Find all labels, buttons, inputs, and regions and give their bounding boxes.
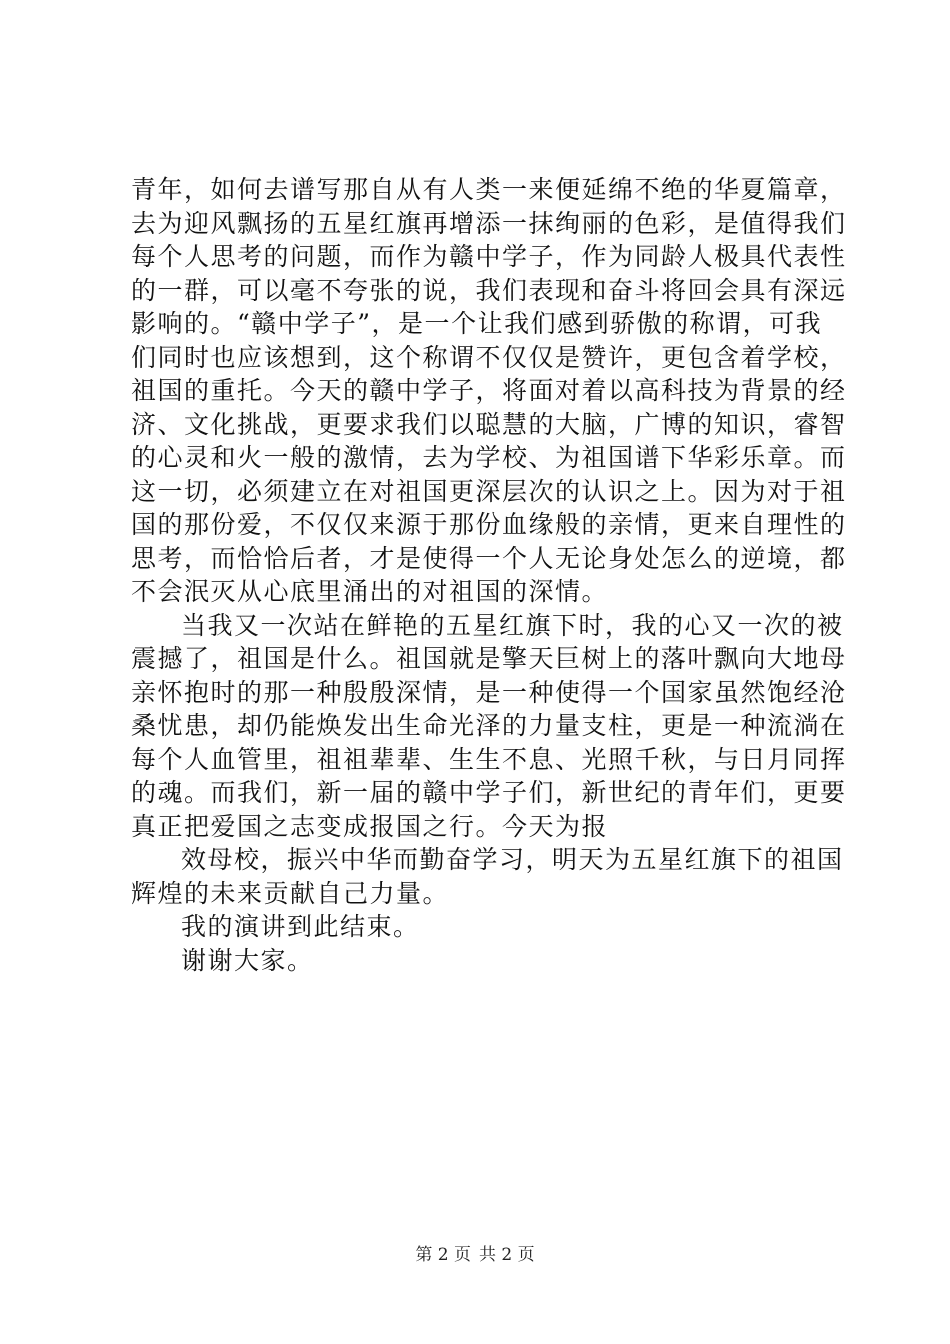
text-line: 影响的。“赣中学子”，是一个让我们感到骄傲的称谓，可我 [131,309,823,338]
text-line: 的魂。而我们，新一届的赣中学子们，新世纪的青年们，更要 [131,778,847,807]
text-line: 青年，如何去谱写那自从有人类一来便延绵不绝的华夏篇章， [131,175,847,204]
speech-body [131,173,847,977]
text-line: 的心灵和火一般的激情，去为学校、为祖国谱下华彩乐章。而 [131,443,847,472]
text-line: 辉煌的未来贡献自己力量。 [131,878,450,908]
text-line: 们同时也应该想到，这个称谓不仅仅是赞许，更包含着学校， [131,342,847,372]
text-line: 效母校，振兴中华而勤奋学习，明天为五星红旗下的祖国 [181,845,844,874]
text-line: 亲怀抱时的那一种殷殷深情，是一种使得一个国家虽然饱经沧 [131,677,847,707]
text-line: 济、文化挑战，更要求我们以聪慧的大脑，广博的知识，睿智 [131,409,847,439]
page-total: 共 2 页 [479,1245,535,1265]
text-line: 每个人思考的问题，而作为赣中学子，作为同龄人极具代表性 [131,242,847,271]
page-footer [0,1244,950,1266]
text-line: 思考，而恰恰后者，才是使得一个人无论身处怎么的逆境，都 [131,543,847,573]
text-line: 每个人血管里，祖祖辈辈、生生不息、光照千秋，与日月同挥 [131,744,847,774]
text-line: 国的那份爱，不仅仅来源于那份血缘般的亲情，更来自理性的 [131,510,847,539]
text-line: 的一群，可以毫不夸张的说，我们表现和奋斗将回会具有深远 [131,275,847,305]
text-line: 当我又一次站在鲜艳的五星红旗下时，我的心又一次的被 [181,610,844,640]
text-line: 震撼了，祖国是什么。祖国就是擎天巨树上的落叶飘向大地母 [131,644,847,673]
text-line: 桑忧患，却仍能焕发出生命光泽的力量支柱，更是一种流淌在 [131,711,847,740]
text-line: 祖国的重托。今天的赣中学子，将面对着以高科技为背景的经 [131,376,847,405]
text-line: 真正把爱国之志变成报国之行。今天为报 [131,811,609,841]
text-line: 不会泯灭从心底里涌出的对祖国的深情。 [131,577,609,606]
text-line: 我的演讲到此结束。 [181,912,420,941]
text-line: 谢谢大家。 [181,945,314,975]
text-line: 去为迎风飘扬的五星红旗再增添一抹绚丽的色彩，是值得我们 [131,208,847,238]
page-number: 第 2 页 [415,1245,471,1265]
text-line: 这一切，必须建立在对祖国更深层次的认识之上。因为对于祖 [131,476,847,506]
